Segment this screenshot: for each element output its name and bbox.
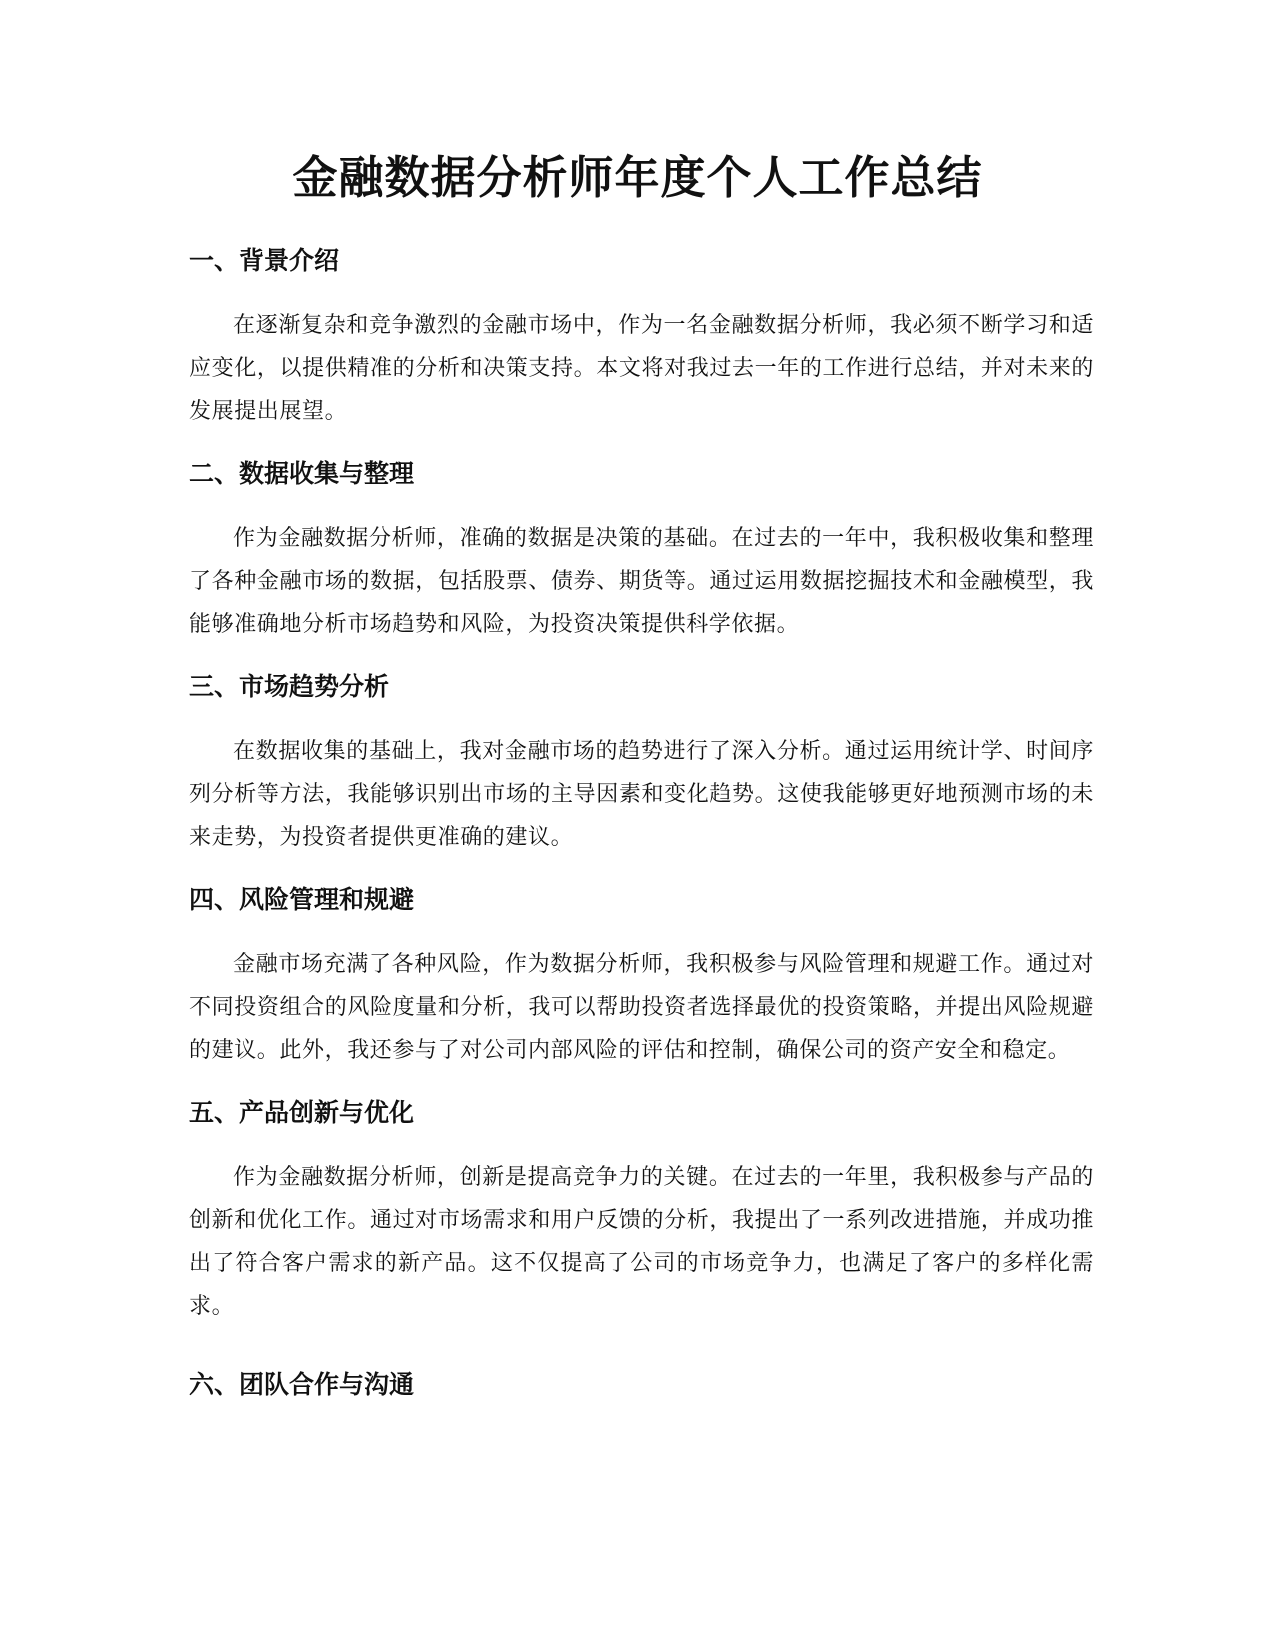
document-sections (189, 244, 1094, 1402)
section-heading: 四、风险管理和规避 (189, 885, 415, 914)
section-paragraph: 在数据收集的基础上，我对金融市场的趋势进行了深入分析。通过运用统计学、时间序列分析等方法，我能够识别出市场的主导因素和变化趋势。这使我能够更好地预测市场的未来走势，为投资者提供更准确的建议。 (189, 739, 1094, 850)
section-paragraph: 在逐渐复杂和竞争激烈的金融市场中，作为一名金融数据分析师，我必须不断学习和适应变化，以提供精准的分析和决策支持。本文将对我过去一年的工作进行总结，并对未来的发展提出展望。 (189, 313, 1094, 424)
section-heading: 三、市场趋势分析 (189, 672, 390, 701)
section-paragraph: 作为金融数据分析师，创新是提高竞争力的关键。在过去的一年里，我积极参与产品的创新和优化工作。通过对市场需求和用户反馈的分析，我提出了一系列改进措施，并成功推出了符合客户需求的新产品。这不仅提高了公司的市场竞争力，也满足了客户的多样化需求。 (189, 1165, 1094, 1319)
section-paragraph: 金融市场充满了各种风险，作为数据分析师，我积极参与风险管理和规避工作。通过对不同投资组合的风险度量和分析，我可以帮助投资者选择最优的投资策略，并提出风险规避的建议。此外，我还参与了对公司内部风险的评估和控制，确保公司的资产安全和稳定。 (189, 952, 1094, 1063)
section-paragraph: 作为金融数据分析师，准确的数据是决策的基础。在过去的一年中，我积极收集和整理了各种金融市场的数据，包括股票、债券、期货等。通过运用数据挖掘技术和金融模型，我能够准确地分析市场趋势和风险，为投资决策提供科学依据。 (189, 526, 1094, 637)
section-heading: 二、数据收集与整理 (189, 459, 415, 488)
section-market-trend (189, 670, 1094, 859)
document-title: 金融数据分析师年度个人工作总结 (292, 151, 983, 204)
section-teamwork (189, 1368, 1094, 1402)
section-data-collection (189, 457, 1094, 646)
section-heading: 五、产品创新与优化 (189, 1098, 415, 1127)
section-heading: 六、团队合作与沟通 (189, 1370, 415, 1399)
section-product-innovation (189, 1096, 1094, 1328)
section-background (189, 244, 1094, 433)
section-risk-management (189, 883, 1094, 1072)
section-heading: 一、背景介绍 (189, 246, 340, 275)
